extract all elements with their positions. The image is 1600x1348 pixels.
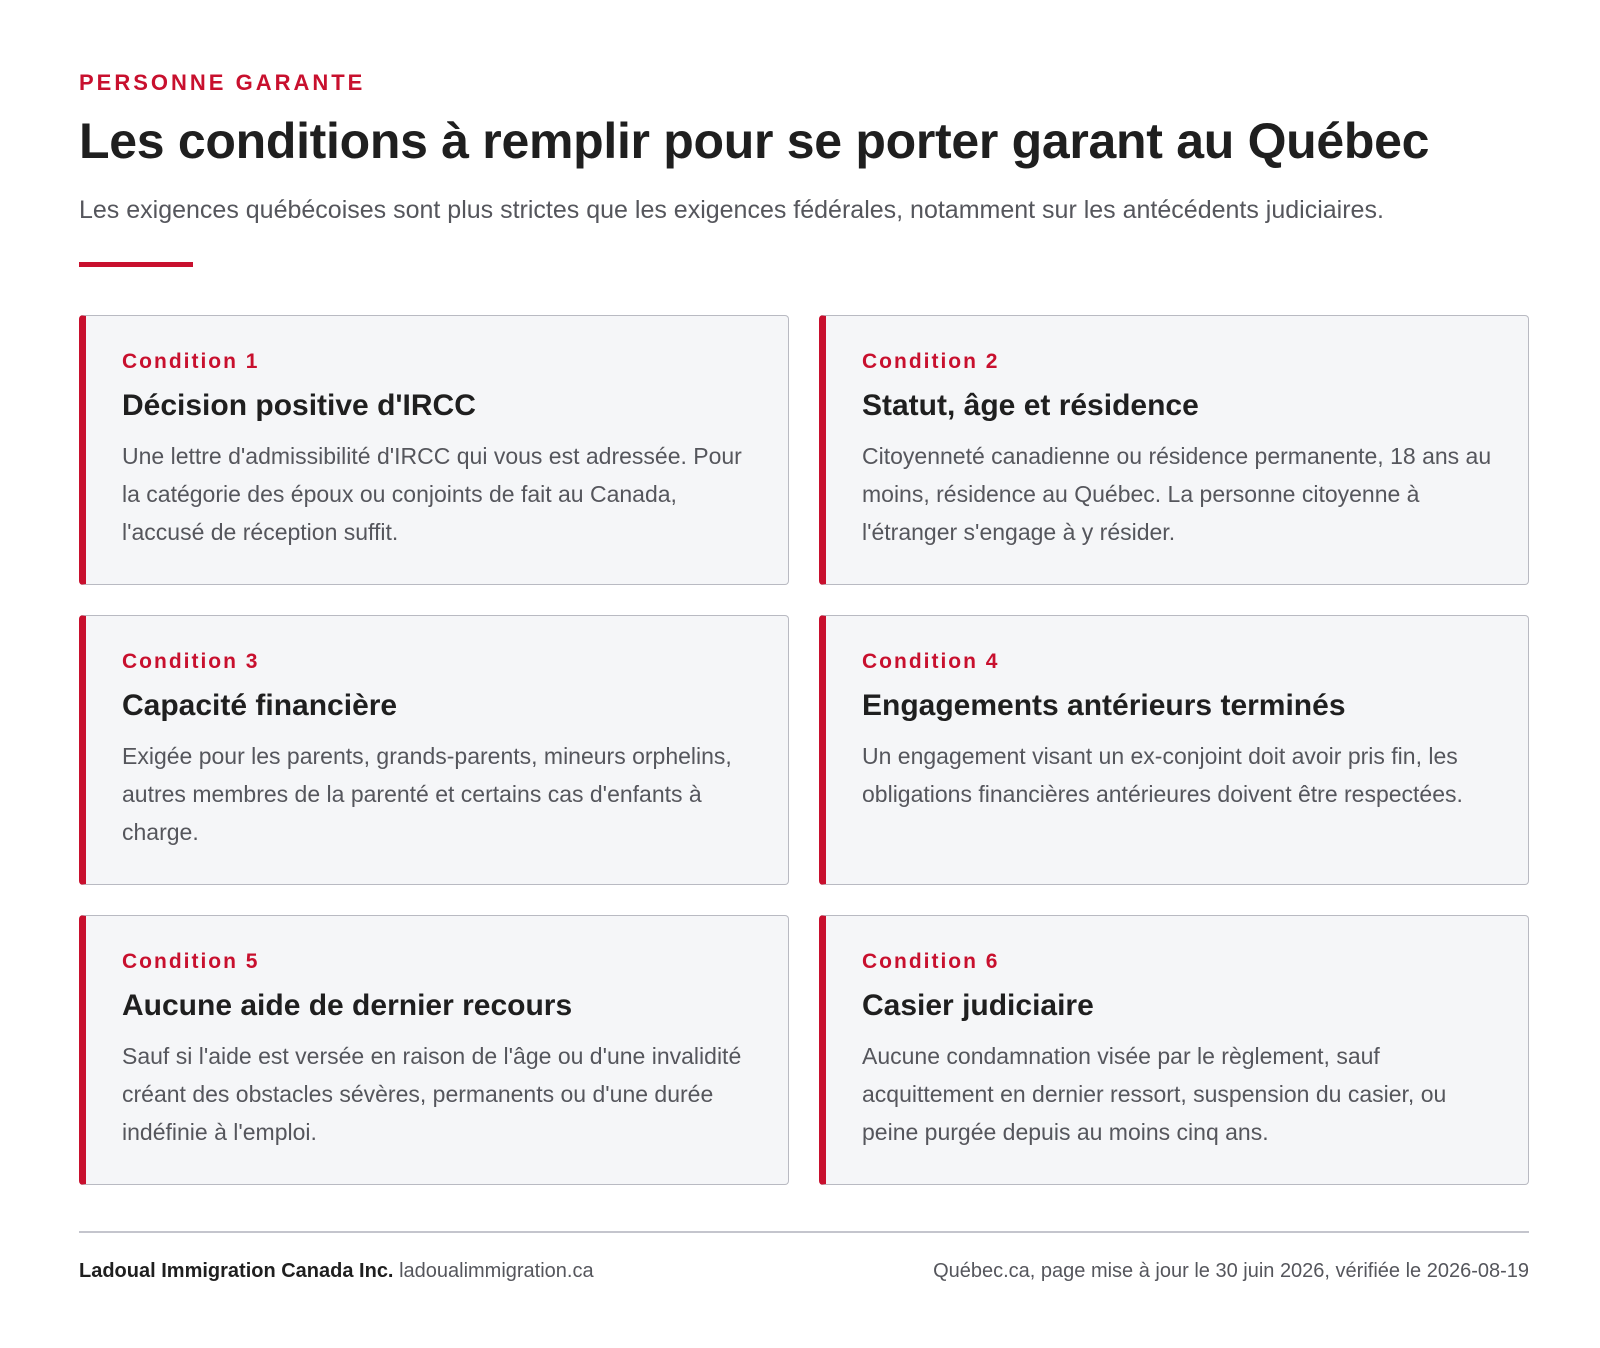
condition-label: Condition 2 bbox=[862, 350, 1000, 373]
condition-card-3 bbox=[79, 615, 789, 885]
condition-title: Décision positive d'IRCC bbox=[122, 389, 476, 422]
condition-description: Un engagement visant un ex-conjoint doit avoir pris fin, les obligations financières antérieures doivent être respectées. bbox=[862, 743, 1463, 807]
condition-description: Exigée pour les parents, grands-parents, mineurs orphelins, autres membres de la parenté et certains cas d'enfants à charge. bbox=[122, 743, 732, 845]
condition-card-5 bbox=[79, 915, 789, 1185]
condition-description: Sauf si l'aide est versée en raison de l'âge ou d'une invalidité créant des obstacles sévères, permanents ou d'une durée indéfinie à l'emploi. bbox=[122, 1043, 742, 1145]
accent-divider bbox=[79, 262, 193, 267]
condition-card-1 bbox=[79, 315, 789, 585]
condition-label: Condition 3 bbox=[122, 650, 260, 673]
section-eyebrow: PERSONNE GARANTE bbox=[79, 70, 366, 95]
condition-label: Condition 4 bbox=[862, 650, 1000, 673]
conditions-grid bbox=[79, 315, 1529, 1185]
condition-label: Condition 1 bbox=[122, 350, 260, 373]
condition-description: Aucune condamnation visée par le règlement, sauf acquittement en dernier ressort, suspension du casier, ou peine purgée depuis au moins cinq ans. bbox=[862, 1043, 1447, 1145]
condition-card-2 bbox=[819, 315, 1529, 585]
condition-title: Aucune aide de dernier recours bbox=[122, 989, 573, 1022]
page-title: Les conditions à remplir pour se porter garant au Québec bbox=[79, 113, 1430, 169]
condition-card-4 bbox=[819, 615, 1529, 885]
company-website[interactable]: ladoualimmigration.ca bbox=[399, 1260, 594, 1282]
page-subtitle: Les exigences québécoises sont plus strictes que les exigences fédérales, notamment sur les antécédents judiciaires. bbox=[79, 196, 1384, 224]
condition-title: Statut, âge et résidence bbox=[862, 389, 1199, 422]
condition-title: Casier judiciaire bbox=[862, 989, 1094, 1022]
condition-description: Une lettre d'admissibilité d'IRCC qui vous est adressée. Pour la catégorie des époux ou conjoints de fait au Canada, l'accusé de réception suffit. bbox=[122, 443, 742, 545]
footer-attribution bbox=[79, 1260, 594, 1283]
condition-card-6 bbox=[819, 915, 1529, 1185]
condition-title: Engagements antérieurs terminés bbox=[862, 689, 1346, 722]
company-name: Ladoual Immigration Canada Inc. bbox=[79, 1260, 394, 1282]
condition-label: Condition 5 bbox=[122, 950, 260, 973]
footer-divider bbox=[79, 1231, 1529, 1233]
condition-description: Citoyenneté canadienne ou résidence permanente, 18 ans au moins, résidence au Québec. La personne citoyenne à l'étranger s'engage à y résider. bbox=[862, 443, 1492, 545]
footer-source: Québec.ca, page mise à jour le 30 juin 2026, vérifiée le 2026-08-19 bbox=[933, 1260, 1529, 1282]
condition-label: Condition 6 bbox=[862, 950, 1000, 973]
condition-title: Capacité financière bbox=[122, 689, 398, 722]
